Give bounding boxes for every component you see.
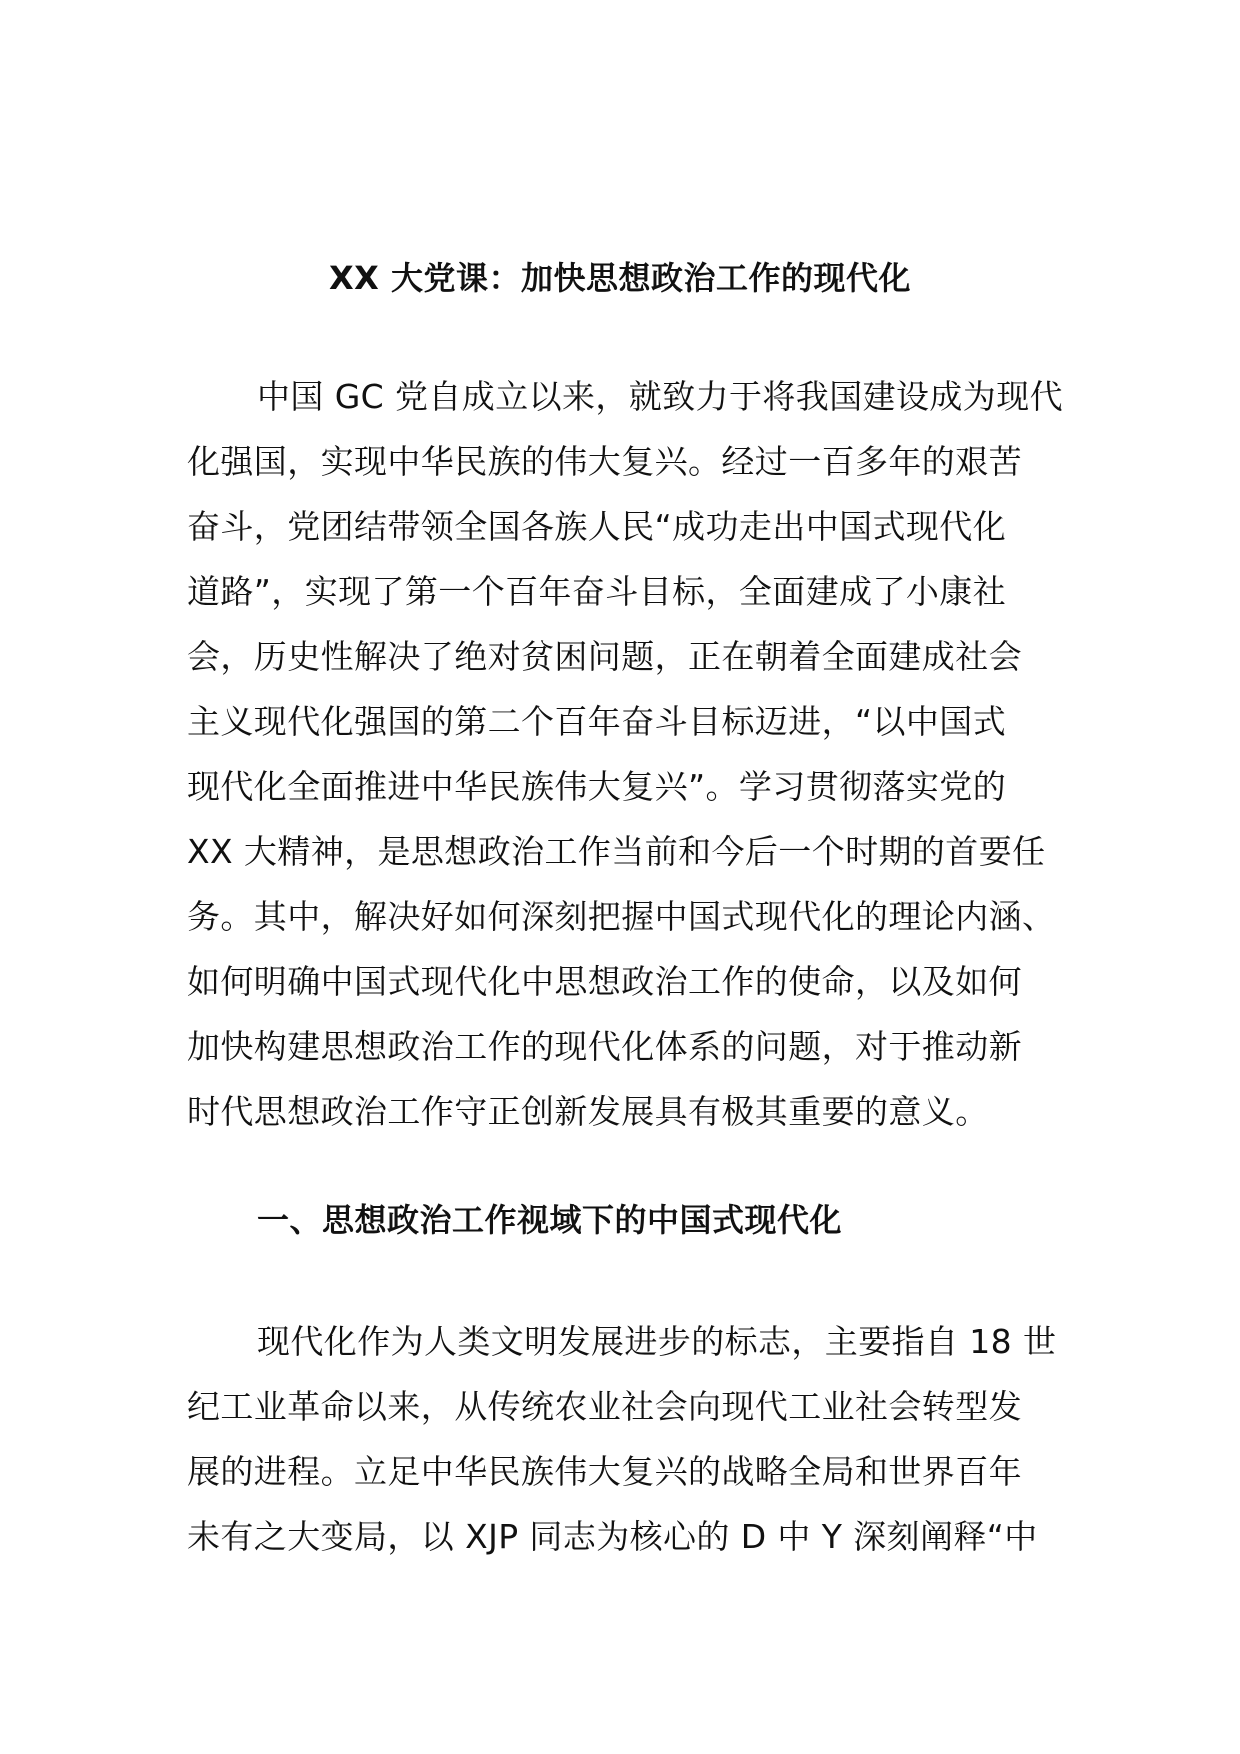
paragraph-line: 化强国，实现中华民族的伟大复兴。经过一百多年的艰苦 — [187, 442, 1022, 481]
paragraph-line: 展的进程。立足中华民族伟大复兴的战略全局和世界百年 — [187, 1452, 1022, 1491]
paragraph-line: 加快构建思想政治工作的现代化体系的问题，对于推动新 — [187, 1027, 1022, 1066]
paragraph-line: 道路”，实现了第一个百年奋斗目标，全面建成了小康社 — [187, 572, 1007, 611]
paragraph-line: 奋斗，党团结带领全国各族人民“成功走出中国式现代化 — [187, 507, 1007, 546]
paragraph-line: 务。其中，解决好如何深刻把握中国式现代化的理论内涵、 — [187, 897, 1056, 936]
paragraph-line: 时代思想政治工作守正创新发展具有极其重要的意义。 — [187, 1092, 989, 1131]
paragraph-line: 主义现代化强国的第二个百年奋斗目标迈进，“以中国式 — [187, 702, 1007, 741]
paragraph-line: XX 大精神，是思想政治工作当前和今后一个时期的首要任 — [187, 832, 1046, 871]
paragraph-line: 纪工业革命以来，从传统农业社会向现代工业社会转型发 — [187, 1387, 1022, 1426]
paragraph-section1 — [187, 1309, 1057, 1569]
paragraph-line: 会，历史性解决了绝对贫困问题，正在朝着全面建成社会 — [187, 637, 1022, 676]
paragraph-line: 中国 GC 党自成立以来，就致力于将我国建设成为现代 — [257, 377, 1063, 416]
paragraph-line: 现代化作为人类文明发展进步的标志，主要指自 18 世 — [257, 1322, 1057, 1361]
paragraph-line: 现代化全面推进中华民族伟大复兴”。学习贯彻落实党的 — [187, 767, 1007, 806]
document-title: XX 大党课：加快思想政治工作的现代化 — [329, 259, 911, 297]
paragraph-line: 如何明确中国式现代化中思想政治工作的使命，以及如何 — [187, 962, 1022, 1001]
paragraph-line: 未有之大变局，以 XJP 同志为核心的 D 中 Y 深刻阐释“中 — [187, 1517, 1038, 1556]
section-heading: 一、思想政治工作视域下的中国式现代化 — [257, 1201, 843, 1239]
paragraph-intro — [187, 364, 1063, 1144]
